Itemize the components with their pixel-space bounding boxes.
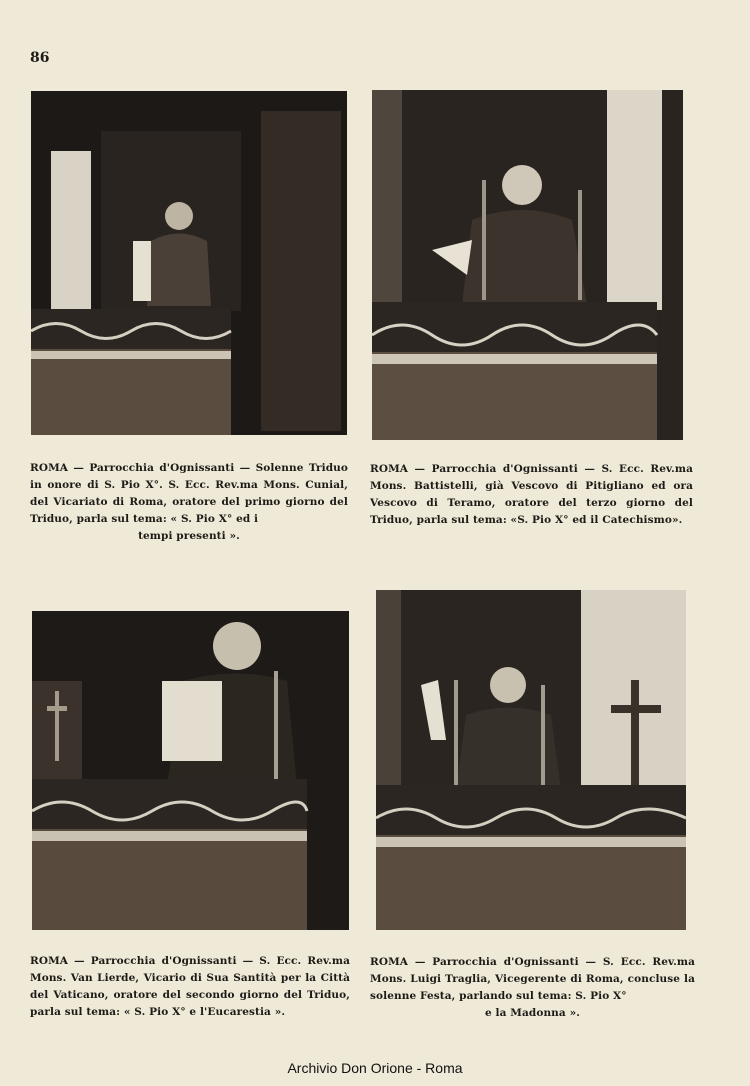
caption-cunial-tail: tempi presenti ». bbox=[138, 530, 240, 542]
photo-cunial-image bbox=[31, 91, 347, 435]
caption-cunial-text: ROMA — Parrocchia d'Ognissanti — Solenne Triduo in onore di S. Pio X°. S. Ecc. Rev.ma Mons. Cunial, del Vicariato di Roma, oratore del primo giorno del Triduo, parla sul tema: « S. Pio X° ed i bbox=[30, 462, 348, 525]
caption-van-lierde-text: ROMA — Parrocchia d'Ognissanti — S. Ecc. Rev.ma Mons. Van Lierde, Vicario di Sua Santità per la Città del Vaticano, oratore del secondo giorno del Triduo, parla sul tema: « S. Pio X° e l'Eucarestia ». bbox=[30, 955, 350, 1018]
photo-cunial-pulpit bbox=[31, 91, 347, 435]
page-number: 86 bbox=[30, 50, 50, 66]
caption-battistelli-text: ROMA — Parrocchia d'Ognissanti — S. Ecc. Rev.ma Mons. Battistelli, già Vescovo di Pitigliano ed ora Vescovo di Teramo, oratore del terzo giorno del Triduo, parla sul tema: «S. Pio X° ed il Catechismo». bbox=[370, 463, 693, 526]
photo-battistelli-pulpit bbox=[372, 90, 683, 440]
caption-traglia-tail: e la Madonna ». bbox=[484, 1007, 580, 1019]
caption-cunial bbox=[30, 460, 348, 545]
photo-traglia-image bbox=[376, 590, 686, 930]
photo-battistelli-image bbox=[372, 90, 683, 440]
caption-traglia bbox=[370, 954, 695, 1022]
caption-traglia-text: ROMA — Parrocchia d'Ognissanti — S. Ecc. Rev.ma Mons. Luigi Traglia, Vicegerente di Roma, concluse la solenne Festa, parlando sul tema: S. Pio X° bbox=[370, 956, 695, 1002]
archive-footer: Archivio Don Orione - Roma bbox=[287, 1060, 463, 1076]
photo-traglia-pulpit bbox=[376, 590, 686, 930]
caption-battistelli bbox=[370, 461, 693, 529]
photo-van-lierde-pulpit bbox=[32, 611, 349, 930]
photo-van-lierde-image bbox=[32, 611, 349, 930]
caption-van-lierde bbox=[30, 953, 350, 1021]
